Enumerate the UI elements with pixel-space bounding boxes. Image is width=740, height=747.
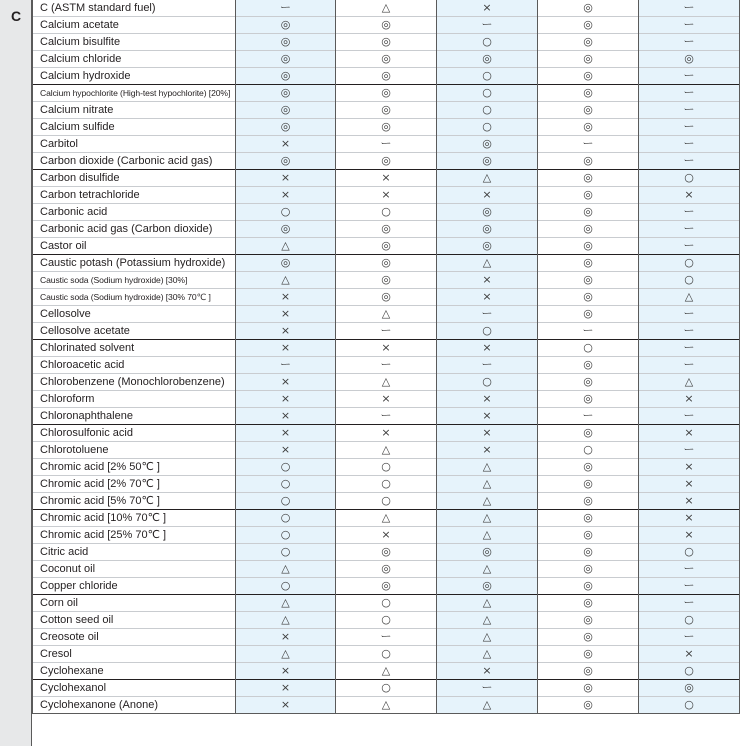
chemical-resistance-table bbox=[32, 0, 740, 714]
rating-cell: ー bbox=[639, 204, 740, 221]
rating-cell: × bbox=[639, 527, 740, 544]
rating-cell: ー bbox=[639, 153, 740, 170]
chemical-name-cell: Chromic acid [2% 50℃ ] bbox=[33, 459, 236, 476]
rating-cell: × bbox=[639, 391, 740, 408]
rating-cell: ー bbox=[639, 119, 740, 136]
table-row bbox=[33, 34, 740, 51]
rating-cell: ◎ bbox=[437, 204, 538, 221]
rating-cell: ◎ bbox=[538, 663, 639, 680]
rating-cell: × bbox=[639, 187, 740, 204]
rating-cell: ◎ bbox=[336, 85, 437, 102]
rating-cell: ○ bbox=[236, 459, 336, 476]
rating-cell: ◎ bbox=[538, 391, 639, 408]
rating-cell: △ bbox=[639, 374, 740, 391]
table-row bbox=[33, 527, 740, 544]
chemical-name-cell: Copper chloride bbox=[33, 578, 236, 595]
chemical-name-cell: Coconut oil bbox=[33, 561, 236, 578]
chemical-name-cell: Calcium chloride bbox=[33, 51, 236, 68]
rating-cell: ○ bbox=[236, 493, 336, 510]
rating-cell: ー bbox=[639, 442, 740, 459]
rating-cell: × bbox=[336, 425, 437, 442]
table-row bbox=[33, 68, 740, 85]
rating-cell: ◎ bbox=[538, 221, 639, 238]
chemical-name-cell: Carbonic acid gas (Carbon dioxide) bbox=[33, 221, 236, 238]
rating-cell: ー bbox=[336, 323, 437, 340]
rating-cell: ー bbox=[236, 357, 336, 374]
rating-cell: ー bbox=[639, 357, 740, 374]
chemical-name-cell: Caustic potash (Potassium hydroxide) bbox=[33, 255, 236, 272]
rating-cell: × bbox=[236, 697, 336, 714]
rating-cell: × bbox=[437, 272, 538, 289]
chemical-name-cell: Creosote oil bbox=[33, 629, 236, 646]
rating-cell: ○ bbox=[437, 68, 538, 85]
table-row bbox=[33, 595, 740, 612]
rating-cell: ◎ bbox=[538, 425, 639, 442]
rating-cell: ◎ bbox=[437, 153, 538, 170]
rating-cell: ◎ bbox=[236, 255, 336, 272]
table-row bbox=[33, 119, 740, 136]
rating-cell: × bbox=[236, 306, 336, 323]
table-row bbox=[33, 374, 740, 391]
table-row bbox=[33, 102, 740, 119]
chemical-name-cell: Cellosolve acetate bbox=[33, 323, 236, 340]
rating-cell: ◎ bbox=[236, 68, 336, 85]
rating-cell: ー bbox=[639, 578, 740, 595]
rating-cell: × bbox=[236, 391, 336, 408]
rating-cell: ◎ bbox=[236, 119, 336, 136]
rating-cell: △ bbox=[336, 0, 437, 17]
table-row bbox=[33, 153, 740, 170]
rating-cell: ◎ bbox=[538, 646, 639, 663]
table-row bbox=[33, 17, 740, 34]
rating-cell: ○ bbox=[236, 527, 336, 544]
chemical-name-cell: Carbon disulfide bbox=[33, 170, 236, 187]
rating-cell: ◎ bbox=[538, 0, 639, 17]
rating-cell: ー bbox=[336, 408, 437, 425]
rating-cell: ○ bbox=[538, 442, 639, 459]
rating-cell: ◎ bbox=[538, 272, 639, 289]
rating-cell: ◎ bbox=[336, 119, 437, 136]
rating-cell: ◎ bbox=[538, 51, 639, 68]
rating-cell: ◎ bbox=[538, 629, 639, 646]
rating-cell: ○ bbox=[639, 612, 740, 629]
rating-cell: ◎ bbox=[538, 17, 639, 34]
rating-cell: ◎ bbox=[336, 51, 437, 68]
rating-cell: ○ bbox=[639, 544, 740, 561]
chemical-name-cell: Citric acid bbox=[33, 544, 236, 561]
rating-cell: △ bbox=[336, 374, 437, 391]
rating-cell: ◎ bbox=[538, 357, 639, 374]
rating-cell: ○ bbox=[437, 374, 538, 391]
rating-cell: ◎ bbox=[538, 289, 639, 306]
chemical-name-cell: Caustic soda (Sodium hydroxide) [30% 70℃ ] bbox=[33, 289, 236, 306]
chemical-name-cell: Cresol bbox=[33, 646, 236, 663]
rating-cell: ー bbox=[639, 85, 740, 102]
rating-cell: ◎ bbox=[538, 68, 639, 85]
chemical-name-cell: Cyclohexane bbox=[33, 663, 236, 680]
rating-cell: ○ bbox=[236, 476, 336, 493]
rating-cell: △ bbox=[437, 476, 538, 493]
rating-cell: × bbox=[639, 459, 740, 476]
rating-cell: △ bbox=[437, 459, 538, 476]
rating-cell: △ bbox=[639, 289, 740, 306]
rating-cell: × bbox=[236, 289, 336, 306]
rating-cell: × bbox=[236, 442, 336, 459]
rating-cell: × bbox=[437, 289, 538, 306]
rating-cell: ◎ bbox=[336, 221, 437, 238]
rating-cell: ○ bbox=[437, 119, 538, 136]
rating-cell: ◎ bbox=[336, 561, 437, 578]
rating-cell: ○ bbox=[437, 323, 538, 340]
rating-cell: △ bbox=[336, 697, 437, 714]
table-row bbox=[33, 357, 740, 374]
rating-cell: ◎ bbox=[538, 102, 639, 119]
table-body bbox=[33, 0, 740, 714]
rating-cell: × bbox=[639, 425, 740, 442]
rating-cell: ー bbox=[639, 408, 740, 425]
rating-cell: ◎ bbox=[437, 238, 538, 255]
table-row bbox=[33, 442, 740, 459]
rating-cell: × bbox=[437, 425, 538, 442]
rating-cell: ◎ bbox=[538, 306, 639, 323]
table-row bbox=[33, 663, 740, 680]
chemical-name-cell: Chromic acid [25% 70℃ ] bbox=[33, 527, 236, 544]
chemical-name-cell: Chloronaphthalene bbox=[33, 408, 236, 425]
rating-cell: × bbox=[336, 340, 437, 357]
chemical-name-cell: Chlorosulfonic acid bbox=[33, 425, 236, 442]
rating-cell: ー bbox=[336, 629, 437, 646]
chemical-name-cell: Chlorinated solvent bbox=[33, 340, 236, 357]
rating-cell: ー bbox=[538, 323, 639, 340]
section-letter: C bbox=[10, 8, 22, 24]
rating-cell: × bbox=[236, 323, 336, 340]
rating-cell: ◎ bbox=[538, 527, 639, 544]
rating-cell: ー bbox=[639, 238, 740, 255]
rating-cell: ー bbox=[437, 306, 538, 323]
rating-cell: ー bbox=[639, 323, 740, 340]
table-row bbox=[33, 170, 740, 187]
table-row bbox=[33, 544, 740, 561]
rating-cell: ◎ bbox=[336, 544, 437, 561]
table-row bbox=[33, 323, 740, 340]
chemical-name-cell: Chromic acid [5% 70℃ ] bbox=[33, 493, 236, 510]
table-row bbox=[33, 697, 740, 714]
table-row bbox=[33, 408, 740, 425]
chemical-name-cell: Chromic acid [2% 70℃ ] bbox=[33, 476, 236, 493]
rating-cell: × bbox=[336, 527, 437, 544]
chemical-name-cell: C (ASTM standard fuel) bbox=[33, 0, 236, 17]
rating-cell: ◎ bbox=[538, 561, 639, 578]
chemical-name-cell: Calcium acetate bbox=[33, 17, 236, 34]
chemical-name-cell: Cyclohexanone (Anone) bbox=[33, 697, 236, 714]
chemical-name-cell: Chlorotoluene bbox=[33, 442, 236, 459]
rating-cell: ◎ bbox=[538, 595, 639, 612]
rating-cell: ◎ bbox=[437, 136, 538, 153]
rating-cell: △ bbox=[437, 697, 538, 714]
table-row bbox=[33, 391, 740, 408]
rating-cell: ー bbox=[639, 17, 740, 34]
table-row bbox=[33, 510, 740, 527]
rating-cell: △ bbox=[437, 255, 538, 272]
rating-cell: ○ bbox=[437, 34, 538, 51]
chemical-name-cell: Chlorobenzene (Monochlorobenzene) bbox=[33, 374, 236, 391]
rating-cell: ◎ bbox=[236, 153, 336, 170]
rating-cell: △ bbox=[236, 646, 336, 663]
chemical-name-cell: Carbon dioxide (Carbonic acid gas) bbox=[33, 153, 236, 170]
rating-cell: ◎ bbox=[538, 510, 639, 527]
rating-cell: △ bbox=[437, 646, 538, 663]
rating-cell: × bbox=[437, 0, 538, 17]
rating-cell: ◎ bbox=[538, 238, 639, 255]
rating-cell: × bbox=[236, 136, 336, 153]
table-row bbox=[33, 646, 740, 663]
rating-cell: ◎ bbox=[236, 85, 336, 102]
rating-cell: × bbox=[336, 391, 437, 408]
rating-cell: ◎ bbox=[538, 476, 639, 493]
rating-cell: △ bbox=[437, 527, 538, 544]
rating-cell: ○ bbox=[336, 476, 437, 493]
table-row bbox=[33, 136, 740, 153]
table-row bbox=[33, 187, 740, 204]
rating-cell: × bbox=[236, 680, 336, 697]
table-row bbox=[33, 493, 740, 510]
rating-cell: △ bbox=[437, 595, 538, 612]
rating-cell: × bbox=[236, 408, 336, 425]
rating-cell: ◎ bbox=[236, 34, 336, 51]
rating-cell: ◎ bbox=[538, 612, 639, 629]
rating-cell: △ bbox=[437, 561, 538, 578]
rating-cell: ○ bbox=[336, 680, 437, 697]
table-row bbox=[33, 255, 740, 272]
rating-cell: ー bbox=[639, 68, 740, 85]
table-row bbox=[33, 629, 740, 646]
rating-cell: ◎ bbox=[336, 153, 437, 170]
rating-cell: ○ bbox=[336, 646, 437, 663]
rating-cell: × bbox=[437, 408, 538, 425]
rating-cell: × bbox=[236, 340, 336, 357]
table-row bbox=[33, 306, 740, 323]
rating-cell: × bbox=[236, 629, 336, 646]
chemical-name-cell: Carbitol bbox=[33, 136, 236, 153]
rating-cell: × bbox=[437, 663, 538, 680]
rating-cell: × bbox=[437, 340, 538, 357]
rating-cell: × bbox=[236, 187, 336, 204]
rating-cell: ◎ bbox=[437, 221, 538, 238]
chemical-name-cell: Carbonic acid bbox=[33, 204, 236, 221]
rating-cell: ー bbox=[437, 17, 538, 34]
rating-cell: × bbox=[236, 374, 336, 391]
rating-cell: ○ bbox=[336, 595, 437, 612]
rating-cell: × bbox=[639, 476, 740, 493]
rating-cell: ◎ bbox=[336, 578, 437, 595]
rating-cell: △ bbox=[236, 238, 336, 255]
chemical-name-cell: Chloroform bbox=[33, 391, 236, 408]
table-row bbox=[33, 272, 740, 289]
table-row bbox=[33, 85, 740, 102]
rating-cell: ◎ bbox=[336, 34, 437, 51]
rating-cell: ー bbox=[437, 680, 538, 697]
table-row bbox=[33, 425, 740, 442]
chemical-name-cell: Cellosolve bbox=[33, 306, 236, 323]
rating-cell: × bbox=[437, 391, 538, 408]
rating-cell: ◎ bbox=[336, 255, 437, 272]
rating-cell: △ bbox=[437, 612, 538, 629]
rating-cell: ◎ bbox=[639, 680, 740, 697]
rating-cell: ○ bbox=[538, 340, 639, 357]
rating-cell: × bbox=[639, 510, 740, 527]
rating-cell: ◎ bbox=[336, 68, 437, 85]
rating-cell: ◎ bbox=[538, 374, 639, 391]
rating-cell: ー bbox=[639, 136, 740, 153]
table-row bbox=[33, 238, 740, 255]
rating-cell: △ bbox=[336, 663, 437, 680]
chemical-name-cell: Calcium bisulfite bbox=[33, 34, 236, 51]
rating-cell: × bbox=[236, 170, 336, 187]
rating-cell: ○ bbox=[336, 459, 437, 476]
table-row bbox=[33, 612, 740, 629]
rating-cell: ー bbox=[236, 0, 336, 17]
table-row bbox=[33, 578, 740, 595]
table-row bbox=[33, 204, 740, 221]
rating-cell: ◎ bbox=[336, 238, 437, 255]
rating-cell: ◎ bbox=[336, 17, 437, 34]
rating-cell: △ bbox=[236, 612, 336, 629]
rating-cell: ◎ bbox=[538, 170, 639, 187]
rating-cell: ◎ bbox=[538, 119, 639, 136]
chemical-name-cell: Carbon tetrachloride bbox=[33, 187, 236, 204]
chemical-name-cell: Calcium hydroxide bbox=[33, 68, 236, 85]
chemical-name-cell: Calcium sulfide bbox=[33, 119, 236, 136]
rating-cell: ◎ bbox=[336, 102, 437, 119]
rating-cell: ◎ bbox=[538, 34, 639, 51]
rating-cell: △ bbox=[437, 493, 538, 510]
chemical-name-cell: Chloroacetic acid bbox=[33, 357, 236, 374]
rating-cell: ○ bbox=[336, 612, 437, 629]
rating-cell: ◎ bbox=[538, 493, 639, 510]
rating-cell: △ bbox=[437, 170, 538, 187]
rating-cell: ◎ bbox=[236, 221, 336, 238]
rating-cell: × bbox=[336, 187, 437, 204]
rating-cell: ー bbox=[538, 408, 639, 425]
table-row bbox=[33, 476, 740, 493]
rating-cell: × bbox=[437, 187, 538, 204]
table-row bbox=[33, 0, 740, 17]
rating-cell: ◎ bbox=[538, 153, 639, 170]
rating-cell: ◎ bbox=[639, 51, 740, 68]
rating-cell: ◎ bbox=[336, 289, 437, 306]
table-row bbox=[33, 340, 740, 357]
rating-cell: ◎ bbox=[236, 102, 336, 119]
rating-cell: × bbox=[639, 493, 740, 510]
rating-cell: ◎ bbox=[437, 544, 538, 561]
table-row bbox=[33, 221, 740, 238]
rating-cell: △ bbox=[236, 595, 336, 612]
chemical-name-cell: Cotton seed oil bbox=[33, 612, 236, 629]
rating-cell: × bbox=[437, 442, 538, 459]
rating-cell: ○ bbox=[336, 204, 437, 221]
rating-cell: ー bbox=[336, 136, 437, 153]
chemical-name-cell: Calcium nitrate bbox=[33, 102, 236, 119]
table-row bbox=[33, 51, 740, 68]
rating-cell: ー bbox=[639, 0, 740, 17]
rating-cell: ◎ bbox=[538, 544, 639, 561]
rating-cell: ー bbox=[639, 306, 740, 323]
rating-cell: ◎ bbox=[538, 204, 639, 221]
rating-cell: ◎ bbox=[538, 459, 639, 476]
rating-cell: △ bbox=[336, 306, 437, 323]
rating-cell: ◎ bbox=[538, 578, 639, 595]
rating-cell: ◎ bbox=[538, 680, 639, 697]
rating-cell: △ bbox=[336, 510, 437, 527]
rating-cell: ○ bbox=[236, 510, 336, 527]
rating-cell: △ bbox=[336, 442, 437, 459]
chemical-name-cell: Caustic soda (Sodium hydroxide) [30%] bbox=[33, 272, 236, 289]
rating-cell: ◎ bbox=[236, 51, 336, 68]
rating-cell: △ bbox=[236, 272, 336, 289]
rating-cell: ー bbox=[437, 357, 538, 374]
rating-cell: ○ bbox=[639, 255, 740, 272]
table-row bbox=[33, 459, 740, 476]
rating-cell: ○ bbox=[236, 578, 336, 595]
table-row bbox=[33, 289, 740, 306]
rating-cell: ○ bbox=[437, 102, 538, 119]
section-index-column bbox=[0, 0, 32, 746]
table-row bbox=[33, 561, 740, 578]
rating-cell: × bbox=[236, 425, 336, 442]
rating-cell: ○ bbox=[437, 85, 538, 102]
rating-cell: △ bbox=[236, 561, 336, 578]
rating-cell: ー bbox=[639, 34, 740, 51]
chemical-name-cell: Cyclohexanol bbox=[33, 680, 236, 697]
rating-cell: ◎ bbox=[538, 697, 639, 714]
rating-cell: ○ bbox=[236, 204, 336, 221]
rating-cell: ○ bbox=[639, 663, 740, 680]
rating-cell: ◎ bbox=[437, 51, 538, 68]
rating-cell: ○ bbox=[336, 493, 437, 510]
rating-cell: ー bbox=[639, 629, 740, 646]
rating-cell: △ bbox=[437, 510, 538, 527]
rating-cell: ー bbox=[639, 595, 740, 612]
rating-cell: ○ bbox=[639, 272, 740, 289]
rating-cell: ◎ bbox=[538, 187, 639, 204]
rating-cell: × bbox=[336, 170, 437, 187]
chemical-name-cell: Corn oil bbox=[33, 595, 236, 612]
chemical-name-cell: Calcium hypochlorite (High-test hypochlorite) [20%] bbox=[33, 85, 236, 102]
rating-cell: △ bbox=[437, 629, 538, 646]
rating-cell: ◎ bbox=[236, 17, 336, 34]
rating-cell: ◎ bbox=[538, 255, 639, 272]
rating-cell: ◎ bbox=[336, 272, 437, 289]
rating-cell: ◎ bbox=[538, 85, 639, 102]
rating-cell: ○ bbox=[639, 170, 740, 187]
rating-cell: ー bbox=[639, 561, 740, 578]
rating-cell: ○ bbox=[639, 697, 740, 714]
rating-cell: ◎ bbox=[437, 578, 538, 595]
rating-cell: ○ bbox=[236, 544, 336, 561]
rating-cell: ー bbox=[639, 340, 740, 357]
chemical-name-cell: Castor oil bbox=[33, 238, 236, 255]
rating-cell: ー bbox=[336, 357, 437, 374]
rating-cell: × bbox=[639, 646, 740, 663]
rating-cell: ー bbox=[538, 136, 639, 153]
rating-cell: ー bbox=[639, 221, 740, 238]
chemical-name-cell: Chromic acid [10% 70℃ ] bbox=[33, 510, 236, 527]
table-row bbox=[33, 680, 740, 697]
rating-cell: × bbox=[236, 663, 336, 680]
rating-cell: ー bbox=[639, 102, 740, 119]
